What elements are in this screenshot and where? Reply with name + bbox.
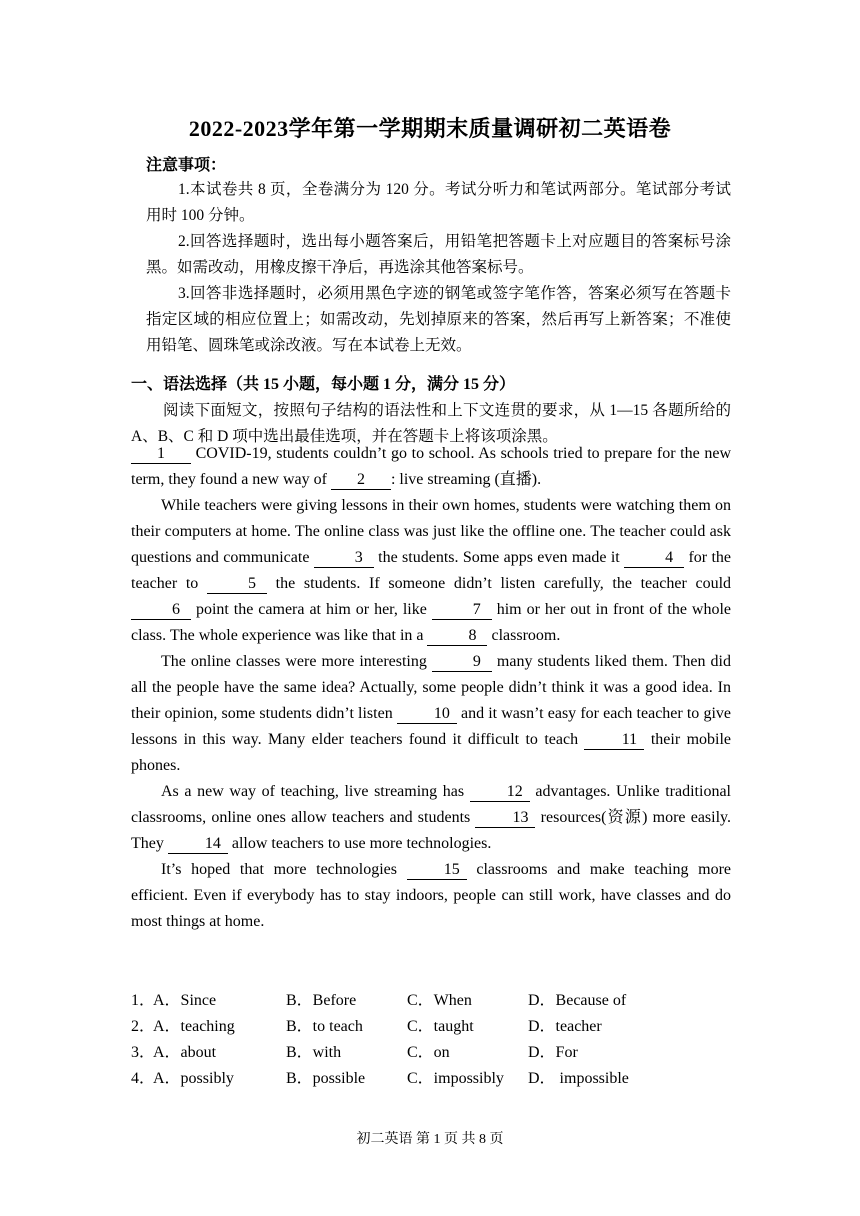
passage-text: As a new way of teaching, live streaming has (161, 783, 470, 800)
passage-text: While teachers were giving lessons in their own homes, students were watching them on their computers at home. The online class was just like the offline one. The teacher could ask questions and communicate (131, 497, 731, 566)
option-c: C．on (407, 1044, 450, 1061)
blank-10: 10 (397, 705, 457, 724)
notice-heading: 注意事项： (146, 157, 227, 174)
passage-text: allow teachers to use more technologies. (227, 835, 492, 852)
blank-3: 3 (314, 549, 374, 568)
page-footer: 初二英语 第 1 页 共 8 页 (356, 1132, 504, 1147)
question-number: 4． (131, 1070, 156, 1087)
passage-text: for the teacher to (131, 549, 732, 592)
passage-paragraph (131, 441, 731, 493)
blank-9: 9 (432, 653, 492, 672)
passage-text: classroom. (487, 627, 561, 644)
option-a: A．teaching (153, 1018, 235, 1035)
blank-8: 8 (427, 627, 487, 646)
option-d: D．teacher (528, 1018, 602, 1035)
blank-11: 11 (584, 731, 644, 750)
notice-item: 1.本试卷共 8 页，全卷满分为 120 分。考试分听力和笔试两部分。笔试部分考试用时 100 分钟。 (146, 181, 731, 224)
section-instruction: 阅读下面短文，按照句子结构的语法性和上下文连贯的要求，从 1—15 各题所给的 A、B、C 和 D 项中选出最佳选项，并在答题卡上将该项涂黑。 (131, 402, 731, 445)
passage-text: It’s hoped that more technologies (161, 861, 407, 878)
option-a: A．possibly (153, 1070, 234, 1087)
blank-6: 6 (131, 601, 191, 620)
blank-4: 4 (624, 549, 684, 568)
passage-text: advantages. Unlike traditional classrooms, online ones allow teachers and students (131, 783, 731, 826)
notice-list (146, 177, 731, 359)
option-c: C．taught (407, 1018, 474, 1035)
blank-12: 12 (470, 783, 530, 802)
passage-text: the students. If someone didn’t listen carefully, the teacher could (267, 575, 732, 592)
blank-1: 1 (131, 445, 191, 464)
blank-15: 15 (407, 861, 467, 880)
passage-text: : live streaming (直播). (390, 471, 542, 488)
blank-7: 7 (432, 601, 492, 620)
passage-text: and it wasn’t easy for each teacher to give lessons in this way. Many elder teachers found it difficult to teach (131, 705, 731, 748)
option-row-3 (131, 1040, 731, 1066)
option-c: C．impossibly (407, 1070, 504, 1087)
question-number: 1． (131, 992, 156, 1009)
blank-2: 2 (331, 471, 391, 490)
blank-5: 5 (207, 575, 267, 594)
passage-paragraph (131, 493, 731, 649)
blank-13: 13 (475, 809, 535, 828)
blank-14: 14 (168, 835, 228, 854)
option-b: B．Before (286, 992, 357, 1009)
option-d: D． impossible (528, 1070, 629, 1087)
option-b: B．with (286, 1044, 342, 1061)
passage-text: classrooms and make teaching more efficient. Even if everybody has to stay indoors, people can still work, have classes and do most things at home. (131, 861, 732, 930)
option-c: C．When (407, 992, 472, 1009)
passage-paragraph (131, 779, 731, 857)
passage-text: him or her out in front of the whole class. The whole experience was like that in a (131, 601, 731, 644)
passage-text: The online classes were more interesting (161, 653, 432, 670)
question-number: 2． (131, 1018, 156, 1035)
passage-text: many students liked them. Then did all the people have the same idea? Actually, some people didn’t think it was a good idea. In their opinion, some students didn’t listen (131, 653, 731, 722)
option-b: B．to teach (286, 1018, 363, 1035)
option-a: A．Since (153, 992, 217, 1009)
passage-paragraph (131, 649, 731, 779)
page-title: 2022-2023学年第一学期期末质量调研初二英语卷 (188, 116, 672, 141)
option-d: D．For (528, 1044, 578, 1061)
passage-text: resources(资源) more easily. They (131, 809, 731, 852)
passage-paragraph (131, 857, 731, 935)
passage-text: COVID-19, students couldn’t go to school. As schools tried to prepare for the new term, they found a new way of (131, 445, 731, 488)
option-b: B．possible (286, 1070, 366, 1087)
section-heading: 一、语法选择（共 15 小题，每小题 1 分，满分 15 分） (131, 376, 516, 393)
option-row-2 (131, 1014, 731, 1040)
option-a: A．about (153, 1044, 217, 1061)
question-number: 3． (131, 1044, 156, 1061)
grammar-passage (131, 441, 731, 935)
options-list (131, 988, 731, 1092)
passage-text: the students. Some apps even made it (373, 549, 625, 566)
option-d: D．Because of (528, 992, 627, 1009)
option-row-1 (131, 988, 731, 1014)
passage-text: point the camera at him or her, like (191, 601, 432, 618)
passage-text: their mobile phones. (131, 731, 732, 774)
notice-item: 2.回答选择题时，选出每小题答案后，用铅笔把答题卡上对应题目的答案标号涂黑。如需改动，用橡皮擦干净后，再选涂其他答案标号。 (146, 233, 731, 276)
notice-item: 3.回答非选择题时，必须用黑色字迹的钢笔或签字笔作答，答案必须写在答题卡指定区域的相应位置上；如需改动，先划掉原来的答案，然后再写上新答案；不准使用铅笔、圆珠笔或涂改液。写在本试卷上无效。 (146, 285, 731, 354)
option-row-4 (131, 1066, 731, 1092)
